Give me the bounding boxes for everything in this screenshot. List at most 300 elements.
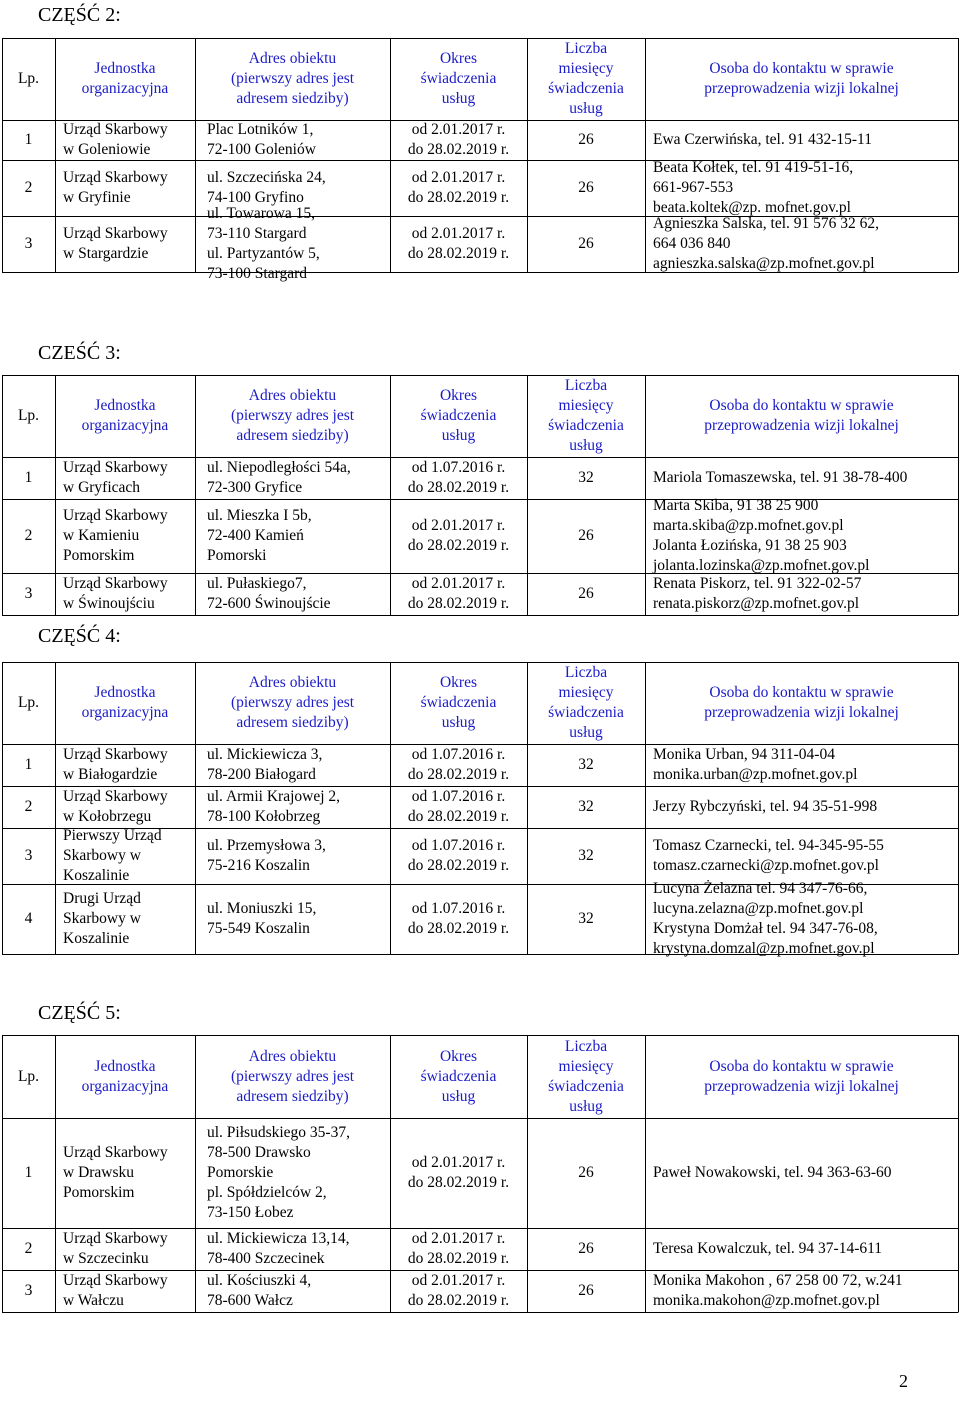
cell-period-line: od 1.07.2016 r. <box>411 837 506 854</box>
cell-address <box>207 120 388 160</box>
cell-contact-line: jolanta.lozinska@zp.mofnet.gov.pl <box>653 557 870 574</box>
cell-unit-line: w Białogardzie <box>63 766 158 783</box>
cell-contact <box>653 120 956 160</box>
cell-contact <box>653 1118 956 1228</box>
cell-contact-line: Teresa Kowalczuk, tel. 94 37-14-611 <box>653 1240 883 1257</box>
cell-contact-line: Ewa Czerwińska, tel. 91 432-15-11 <box>653 131 872 148</box>
cell-unit-line: w Świnoujściu <box>63 595 155 612</box>
header-contact <box>645 38 958 120</box>
cell-unit-line: w Gryfinie <box>63 189 131 206</box>
header-address-line: Adres obiektu <box>248 387 337 404</box>
header-period-line: usług <box>441 90 476 107</box>
header-period <box>390 375 527 457</box>
cell-lp <box>2 744 55 786</box>
cell-address-line: ul. Niepodległości 54a, <box>207 459 351 476</box>
header-months-line: Liczba <box>564 664 608 681</box>
cell-months-line: 32 <box>578 910 594 927</box>
cell-months-line: 26 <box>578 235 594 252</box>
header-lp-line: Lp. <box>17 1067 40 1085</box>
page-number: 2 <box>899 1371 908 1391</box>
cell-lp <box>2 828 55 884</box>
cell-contact <box>653 499 956 573</box>
cell-address-line: 78-100 Kołobrzeg <box>207 808 321 825</box>
header-months <box>527 662 645 744</box>
header-contact <box>645 662 958 744</box>
cell-address-line: 73-110 Stargard <box>207 225 307 242</box>
cell-unit-line: Drugi Urząd <box>63 890 141 907</box>
cell-unit <box>63 1228 193 1270</box>
cell-address-line: 72-400 Kamień <box>207 527 304 544</box>
cell-period <box>390 573 527 615</box>
header-unit-line: Jednostka <box>94 684 156 701</box>
cell-unit <box>63 160 193 216</box>
cell-address-line: ul. Szczecińska 24, <box>207 169 326 186</box>
cell-unit-line: Urząd Skarbowy <box>63 121 168 138</box>
cell-months-line: 32 <box>578 469 594 486</box>
header-months-line: miesięcy <box>558 1057 614 1075</box>
header-lp-line: Lp. <box>17 70 40 87</box>
cell-unit-line: Urząd Skarbowy <box>63 1144 168 1161</box>
cell-contact-line: renata.piskorz@zp.mofnet.gov.pl <box>653 595 860 612</box>
header-unit-line: Jednostka <box>94 397 156 414</box>
cell-address-line: 78-400 Szczecinek <box>207 1250 325 1267</box>
cell-address-line: ul. Mickiewicza 3, <box>207 746 323 763</box>
cell-lp <box>2 1118 55 1228</box>
cell-contact-line: krystyna.domzal@zp.mofnet.gov.pl <box>653 940 875 957</box>
cell-months <box>527 120 645 160</box>
cell-address <box>207 1228 388 1270</box>
cell-lp <box>2 457 55 499</box>
cell-unit-line: Koszalinie <box>63 867 130 884</box>
cell-months <box>527 884 645 954</box>
cell-address-line: 78-500 Drawsko <box>207 1144 311 1161</box>
cell-unit-line: Urząd Skarbowy <box>63 459 168 476</box>
cell-period-line: od 1.07.2016 r. <box>411 746 506 763</box>
cell-lp-line: 1 <box>24 756 33 773</box>
cell-lp-line: 2 <box>24 527 33 544</box>
header-period <box>390 1035 527 1118</box>
cell-unit-line: Urząd Skarbowy <box>63 788 168 805</box>
cell-months <box>527 1118 645 1228</box>
cell-contact-line: Jerzy Rybczyński, tel. 94 35-51-998 <box>653 798 878 815</box>
header-months-line: Liczba <box>564 1037 608 1055</box>
cell-address-line: ul. Armii Krajowej 2, <box>207 788 341 805</box>
header-unit <box>55 1035 195 1118</box>
cell-contact <box>653 786 956 828</box>
header-address-line: adresem siedziby) <box>236 427 349 444</box>
header-address-line: (pierwszy adres jest <box>230 1067 355 1085</box>
cell-unit <box>63 828 193 884</box>
cell-lp-line: 1 <box>24 1164 33 1181</box>
cell-contact-line: 664 036 840 <box>653 235 731 252</box>
cell-address-line: 73-100 Stargard <box>207 265 308 282</box>
section-3 <box>0 330 960 617</box>
cell-period-line: od 2.01.2017 r. <box>411 1154 506 1171</box>
cell-months <box>527 573 645 615</box>
header-contact-line: przeprowadzenia wizji lokalnej <box>704 704 899 721</box>
cell-address <box>207 1270 388 1312</box>
cell-months-line: 26 <box>578 585 594 602</box>
cell-period <box>390 1118 527 1228</box>
cell-unit <box>63 573 193 615</box>
cell-lp-line: 2 <box>24 1240 33 1257</box>
header-period-line: świadczenia <box>420 694 497 711</box>
header-address <box>195 38 390 120</box>
cell-unit <box>63 786 193 828</box>
header-months-line: usług <box>569 724 603 741</box>
cell-contact <box>653 1270 956 1312</box>
cell-contact-line: agnieszka.salska@zp.mofnet.gov.pl <box>653 255 875 272</box>
cell-months-line: 26 <box>578 131 594 148</box>
cell-address-line: 72-100 Goleniów <box>207 141 316 158</box>
header-unit-line: organizacyjna <box>81 704 169 721</box>
cell-contact-line: Monika Makohon , 67 258 00 72, w.241 <box>653 1272 903 1289</box>
cell-unit-line: w Goleniowie <box>63 141 151 158</box>
cell-period-line: do 28.02.2019 r. <box>407 808 510 825</box>
section-title: CZĘŚĆ 5: <box>38 1002 121 1024</box>
cell-lp <box>2 120 55 160</box>
header-contact-line: Osoba do kontaktu w sprawie <box>709 684 894 701</box>
header-period-line: usług <box>441 714 476 731</box>
cell-contact-line: Lucyna Żelazna tel. 94 347-76-66, <box>653 880 868 897</box>
cell-address-line: ul. Piłsudskiego 35-37, <box>207 1124 350 1141</box>
cell-address-line: ul. Moniuszki 15, <box>207 900 317 917</box>
cell-address-line: Pomorskie <box>207 1164 274 1181</box>
cell-address-line: 72-600 Świnoujście <box>207 595 331 612</box>
header-months-line: świadczenia <box>548 80 624 97</box>
cell-months-line: 32 <box>578 847 594 864</box>
cell-unit <box>63 884 193 954</box>
cell-months <box>527 216 645 272</box>
cell-contact-line: Tomasz Czarnecki, tel. 94-345-95-55 <box>653 837 884 854</box>
cell-period-line: od 2.01.2017 r. <box>411 1230 506 1247</box>
header-address-line: adresem siedziby) <box>236 1087 349 1105</box>
cell-unit-line: w Szczecinku <box>63 1250 149 1267</box>
cell-period <box>390 744 527 786</box>
cell-unit <box>63 120 193 160</box>
cell-months-line: 26 <box>578 1282 594 1299</box>
cell-lp-line: 1 <box>24 469 33 486</box>
header-unit <box>55 662 195 744</box>
cell-period-line: do 28.02.2019 r. <box>407 766 510 783</box>
cell-unit-line: Skarbowy w <box>63 910 141 927</box>
cell-lp-line: 2 <box>24 179 33 196</box>
cell-unit <box>63 1270 193 1312</box>
cell-address-line: ul. Towarowa 15, <box>207 205 315 222</box>
cell-period-line: do 28.02.2019 r. <box>407 245 510 262</box>
cell-address-line: 75-216 Koszalin <box>207 857 310 874</box>
cell-months <box>527 499 645 573</box>
cell-contact-line: Marta Skiba, 91 38 25 900 <box>653 497 819 514</box>
cell-address-line: ul. Pułaskiego7, <box>207 575 307 592</box>
cell-period-line: do 28.02.2019 r. <box>407 920 510 937</box>
cell-period <box>390 216 527 272</box>
cell-lp <box>2 786 55 828</box>
cell-months-line: 32 <box>578 798 594 815</box>
header-period-line: Okres <box>439 674 478 691</box>
cell-period <box>390 828 527 884</box>
header-contact-line: przeprowadzenia wizji lokalnej <box>704 80 899 97</box>
cell-period-line: do 28.02.2019 r. <box>407 479 510 496</box>
cell-unit-line: w Wałczu <box>63 1292 124 1309</box>
cell-period-line: do 28.02.2019 r. <box>407 1174 510 1191</box>
header-lp <box>2 375 55 457</box>
header-unit-line: Jednostka <box>94 1057 156 1075</box>
header-address <box>195 375 390 457</box>
cell-address-line: 74-100 Gryfino <box>207 189 304 206</box>
header-address-line: (pierwszy adres jest <box>230 407 355 424</box>
cell-months <box>527 457 645 499</box>
cell-unit-line: Urząd Skarbowy <box>63 225 168 242</box>
cell-contact-line: monika.urban@zp.mofnet.gov.pl <box>653 766 858 783</box>
cell-address-line: ul. Mickiewicza 13,14, <box>207 1230 350 1247</box>
header-address-line: (pierwszy adres jest <box>230 694 355 711</box>
cell-address-line: Pomorski <box>207 547 267 564</box>
cell-unit-line: Pierwszy Urząd <box>63 827 162 844</box>
cell-lp-line: 1 <box>24 131 33 148</box>
cell-lp <box>2 1270 55 1312</box>
cell-months <box>527 828 645 884</box>
header-address <box>195 662 390 744</box>
header-months-line: miesięcy <box>558 397 614 414</box>
header-months <box>527 1035 645 1118</box>
header-unit-line: organizacyjna <box>81 80 169 97</box>
cell-period-line: do 28.02.2019 r. <box>407 537 510 554</box>
cell-lp <box>2 884 55 954</box>
cell-contact-line: marta.skiba@zp.mofnet.gov.pl <box>653 517 844 534</box>
section-title: CZĘŚĆ 4: <box>38 625 121 647</box>
header-contact-line: przeprowadzenia wizji lokalnej <box>704 1077 899 1095</box>
cell-unit-line: w Kamieniu <box>63 527 140 544</box>
header-period-line: usług <box>441 427 476 444</box>
header-address-line: Adres obiektu <box>248 674 337 691</box>
cell-period <box>390 499 527 573</box>
cell-period-line: do 28.02.2019 r. <box>407 1250 510 1267</box>
header-lp-line: Lp. <box>17 694 40 711</box>
cell-unit-line: Urząd Skarbowy <box>63 575 168 592</box>
cell-contact <box>653 216 956 272</box>
header-lp-line: Lp. <box>17 407 40 424</box>
header-contact-line: Osoba do kontaktu w sprawie <box>709 60 894 77</box>
cell-lp <box>2 1228 55 1270</box>
header-contact <box>645 375 958 457</box>
header-period-line: świadczenia <box>420 407 497 424</box>
cell-unit <box>63 457 193 499</box>
header-unit-line: organizacyjna <box>81 417 169 434</box>
cell-contact-line: Monika Urban, 94 311-04-04 <box>653 746 835 763</box>
cell-address <box>207 499 388 573</box>
header-period-line: świadczenia <box>420 1067 497 1085</box>
header-months-line: usług <box>569 437 603 454</box>
cell-unit-line: Koszalinie <box>63 930 130 947</box>
cell-contact <box>653 828 956 884</box>
header-months <box>527 38 645 120</box>
cell-unit-line: Urząd Skarbowy <box>63 746 168 763</box>
cell-lp <box>2 160 55 216</box>
cell-unit-line: w Kołobrzegu <box>63 808 152 825</box>
cell-lp-line: 2 <box>24 798 33 815</box>
cell-unit-line: Pomorskim <box>63 547 135 564</box>
cell-lp-line: 3 <box>24 847 33 864</box>
header-address-line: adresem siedziby) <box>236 90 349 107</box>
header-address-line: adresem siedziby) <box>236 714 349 731</box>
cell-lp-line: 4 <box>24 910 33 927</box>
cell-lp-line: 3 <box>24 585 33 602</box>
header-unit <box>55 38 195 120</box>
header-contact-line: Osoba do kontaktu w sprawie <box>709 397 894 414</box>
cell-lp <box>2 216 55 272</box>
header-address-line: (pierwszy adres jest <box>230 70 355 87</box>
cell-months-line: 32 <box>578 756 594 773</box>
section-title: CZĘŚĆ 2: <box>38 4 121 26</box>
header-unit <box>55 375 195 457</box>
cell-address-line: 75-549 Koszalin <box>207 920 310 937</box>
cell-months <box>527 786 645 828</box>
cell-period <box>390 786 527 828</box>
cell-address <box>207 786 388 828</box>
cell-unit-line: Pomorskim <box>63 1184 135 1201</box>
cell-unit-line: Urząd Skarbowy <box>63 1230 168 1247</box>
cell-address-line: 78-600 Wałcz <box>207 1292 293 1309</box>
cell-address-line: 72-300 Gryfice <box>207 479 303 496</box>
cell-address <box>207 457 388 499</box>
header-period-line: Okres <box>439 50 478 67</box>
cell-period-line: od 2.01.2017 r. <box>411 225 506 242</box>
header-months-line: Liczba <box>564 40 608 57</box>
header-address <box>195 1035 390 1118</box>
header-months-line: usług <box>569 100 603 117</box>
cell-months-line: 26 <box>578 1164 594 1181</box>
cell-contact-line: Krystyna Domżał tel. 94 347-76-08, <box>653 920 878 937</box>
cell-period-line: od 2.01.2017 r. <box>411 169 506 186</box>
header-lp <box>2 38 55 120</box>
cell-contact-line: tomasz.czarnecki@zp.mofnet.gov.pl <box>653 857 879 874</box>
cell-contact <box>653 1228 956 1270</box>
header-unit-line: organizacyjna <box>81 1077 169 1095</box>
cell-contact-line: Renata Piskorz, tel. 91 322-02-57 <box>653 575 862 592</box>
cell-contact <box>653 880 956 957</box>
cell-period-line: do 28.02.2019 r. <box>407 1292 510 1309</box>
header-months <box>527 375 645 457</box>
cell-contact-line: Paweł Nowakowski, tel. 94 363-63-60 <box>653 1164 892 1181</box>
cell-address <box>207 884 388 954</box>
cell-months <box>527 1270 645 1312</box>
cell-lp-line: 3 <box>24 235 33 252</box>
cell-unit-line: Urząd Skarbowy <box>63 169 168 186</box>
header-lp <box>2 1035 55 1118</box>
cell-period-line: do 28.02.2019 r. <box>407 141 510 158</box>
cell-address <box>207 1118 388 1228</box>
cell-period <box>390 120 527 160</box>
header-address-line: Adres obiektu <box>248 50 337 67</box>
cell-contact-line: Agnieszka Salska, tel. 91 576 32 62, <box>653 215 880 232</box>
cell-address-line: pl. Spółdzielców 2, <box>207 1184 327 1201</box>
cell-period-line: od 2.01.2017 r. <box>411 517 506 534</box>
header-period <box>390 38 527 120</box>
cell-contact <box>653 744 956 786</box>
cell-unit-line: Urząd Skarbowy <box>63 507 168 524</box>
header-months-line: świadczenia <box>548 1077 624 1095</box>
header-months-line: świadczenia <box>548 704 624 721</box>
cell-contact-line: Mariola Tomaszewska, tel. 91 38-78-400 <box>653 469 908 486</box>
cell-contact-line: beata.koltek@zp. mofnet.gov.pl <box>653 199 851 216</box>
cell-period-line: od 2.01.2017 r. <box>411 575 506 592</box>
section-title: CZEŚĆ 3: <box>38 342 121 364</box>
cell-unit-line: w Gryficach <box>63 479 141 496</box>
cell-address-line: 73-150 Łobez <box>207 1204 294 1221</box>
cell-period-line: od 2.01.2017 r. <box>411 121 506 138</box>
cell-period-line: do 28.02.2019 r. <box>407 857 510 874</box>
cell-contact-line: monika.makohon@zp.mofnet.gov.pl <box>653 1292 880 1309</box>
section-2 <box>0 0 960 282</box>
cell-contact-line: Jolanta Łozińska, 91 38 25 903 <box>653 537 847 554</box>
cell-contact-line: lucyna.zelazna@zp.mofnet.gov.pl <box>653 900 864 917</box>
section-4 <box>0 617 960 956</box>
cell-months <box>527 160 645 216</box>
cell-lp <box>2 499 55 573</box>
cell-contact-line: 661-967-553 <box>653 179 734 196</box>
cell-address-line: 78-200 Białogard <box>207 766 316 783</box>
cell-address-line: Plac Lotników 1, <box>207 121 314 138</box>
cell-period-line: od 2.01.2017 r. <box>411 1272 506 1289</box>
cell-address-line: ul. Partyzantów 5, <box>207 245 320 262</box>
cell-months-line: 26 <box>578 179 594 196</box>
header-months-line: miesięcy <box>558 60 614 77</box>
cell-period-line: do 28.02.2019 r. <box>407 189 510 206</box>
header-period-line: Okres <box>439 1047 478 1065</box>
cell-contact <box>653 160 956 216</box>
cell-period <box>390 457 527 499</box>
cell-months-line: 26 <box>578 527 594 544</box>
header-unit-line: Jednostka <box>94 60 156 77</box>
cell-address <box>207 744 388 786</box>
section-5 <box>0 990 960 1314</box>
cell-unit <box>63 1118 193 1228</box>
cell-unit-line: w Drawsku <box>63 1164 135 1181</box>
header-lp <box>2 662 55 744</box>
header-contact-line: przeprowadzenia wizji lokalnej <box>704 417 899 434</box>
cell-contact <box>653 573 956 615</box>
cell-months <box>527 1228 645 1270</box>
cell-months <box>527 744 645 786</box>
header-contact <box>645 1035 958 1118</box>
cell-period <box>390 1270 527 1312</box>
cell-lp <box>2 573 55 615</box>
header-address-line: Adres obiektu <box>248 1047 337 1065</box>
cell-address <box>207 828 388 884</box>
cell-unit <box>63 499 193 573</box>
header-period-line: usług <box>441 1087 476 1105</box>
cell-months-line: 26 <box>578 1240 594 1257</box>
header-period-line: Okres <box>439 387 478 404</box>
cell-address-line: ul. Przemysłowa 3, <box>207 837 326 854</box>
cell-lp-line: 3 <box>24 1282 33 1299</box>
header-months-line: usług <box>569 1097 603 1115</box>
header-months-line: miesięcy <box>558 684 614 701</box>
cell-unit-line: Urząd Skarbowy <box>63 1272 168 1289</box>
cell-address <box>207 205 388 282</box>
cell-period-line: od 1.07.2016 r. <box>411 788 506 805</box>
cell-period <box>390 884 527 954</box>
header-months-line: świadczenia <box>548 417 624 434</box>
cell-address <box>207 573 388 615</box>
cell-address-line: ul. Mieszka I 5b, <box>207 507 312 524</box>
cell-unit-line: Skarbowy w <box>63 847 141 864</box>
header-period <box>390 662 527 744</box>
cell-period <box>390 160 527 216</box>
cell-unit <box>63 216 193 272</box>
cell-unit <box>63 744 193 786</box>
